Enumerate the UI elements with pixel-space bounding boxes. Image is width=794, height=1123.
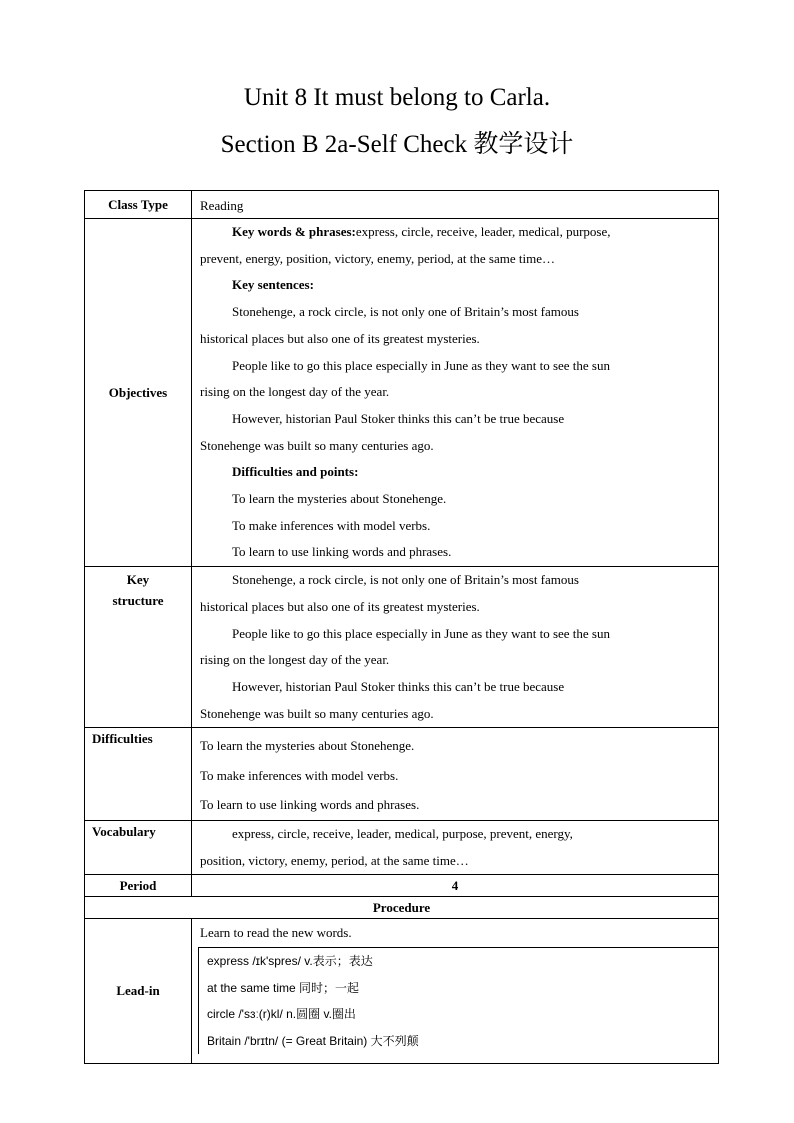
vocabulary-line: position, victory, enemy, period, at the same time…	[200, 852, 469, 868]
class-type-value: Reading	[200, 197, 244, 213]
difficulty-item: To learn the mysteries about Stonehenge.	[200, 738, 415, 754]
difficulties-label: Difficulties	[92, 731, 153, 747]
row-vocabulary	[85, 820, 719, 874]
objectives-content	[192, 219, 718, 566]
sentence-line: rising on the longest day of the year.	[200, 652, 390, 668]
new-words-box	[198, 947, 718, 1054]
page-title: Unit 8 It must belong to Carla.	[243, 84, 551, 111]
lead-in-intro: Learn to read the new words.	[200, 925, 352, 941]
difficulty-item: To learn to use linking words and phrases.	[232, 544, 452, 560]
sentence-line: historical places but also one of its greatest mysteries.	[200, 330, 480, 346]
sentence-line: However, historian Paul Stoker thinks this can’t be true because	[232, 410, 565, 426]
key-structure-content	[192, 567, 718, 727]
sentence-line: Stonehenge was built so many centuries ago.	[200, 705, 434, 721]
row-lead-in	[85, 919, 719, 1064]
procedure-heading: Procedure	[85, 897, 719, 919]
key-words-line: express, circle, receive, leader, medical, purpose,	[355, 224, 611, 239]
vocabulary-label: Vocabulary	[92, 823, 156, 839]
key-structure-label: Key	[126, 572, 150, 588]
new-word-item: circle /'sɜː(r)kl/ n.圆圈 v.圈出	[207, 1007, 356, 1022]
sentence-line: However, historian Paul Stoker thinks this can’t be true because	[232, 678, 565, 694]
lead-in-label: Lead-in	[85, 919, 192, 1064]
vocabulary-content	[192, 821, 718, 874]
row-difficulties	[85, 728, 719, 821]
key-words-line: prevent, energy, position, victory, enemy, period, at the same time…	[200, 250, 555, 266]
difficulty-item: To learn the mysteries about Stonehenge.	[232, 491, 447, 507]
sentence-line: People like to go this place especially in June as they want to see the sun	[232, 357, 610, 373]
difficulty-item: To make inferences with model verbs.	[232, 517, 431, 533]
key-words-label: Key words & phrases:	[232, 224, 356, 239]
vocabulary-line: express, circle, receive, leader, medical, purpose, prevent, energy,	[232, 825, 573, 841]
page-subtitle: Section B 2a-Self Check 教学设计	[220, 131, 574, 158]
row-key-structure	[85, 567, 719, 728]
sentence-line: historical places but also one of its greatest mysteries.	[200, 598, 480, 614]
sentence-line: Stonehenge, a rock circle, is not only one of Britain’s most famous	[232, 304, 579, 320]
difficulties-content	[192, 728, 718, 820]
period-value: 4	[192, 875, 719, 897]
new-word-item: express /ɪk'spres/ v.表示；表达	[207, 954, 373, 969]
difficulty-item: To make inferences with model verbs.	[200, 767, 399, 783]
lesson-plan-table	[84, 190, 719, 1064]
key-structure-label: structure	[112, 593, 164, 609]
class-type-label: Class Type	[85, 191, 192, 219]
difficulties-points-label: Difficulties and points:	[232, 464, 359, 480]
row-objectives	[85, 219, 719, 567]
row-class-type	[85, 191, 719, 219]
new-word-item: Britain /'brɪtn/ (= Great Britain) 大不列颠	[207, 1033, 419, 1048]
sentence-line: People like to go this place especially in June as they want to see the sun	[232, 625, 610, 641]
difficulty-item: To learn to use linking words and phrases.	[200, 797, 420, 813]
objectives-label: Objectives	[85, 219, 192, 567]
sentence-line: Stonehenge, a rock circle, is not only one of Britain’s most famous	[232, 572, 579, 588]
new-word-item: at the same time 同时；一起	[207, 980, 360, 995]
sentence-line: rising on the longest day of the year.	[200, 384, 390, 400]
key-sentences-label: Key sentences:	[232, 277, 314, 293]
row-period	[85, 875, 719, 897]
sentence-line: Stonehenge was built so many centuries ago.	[200, 437, 434, 453]
row-procedure	[85, 897, 719, 919]
period-label: Period	[85, 875, 192, 897]
